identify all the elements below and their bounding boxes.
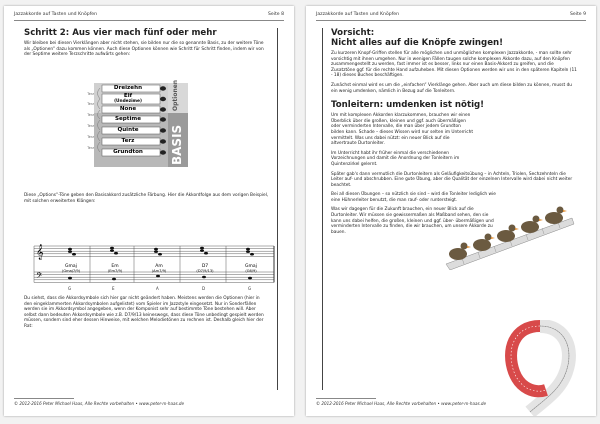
basis-label: BASIS: [170, 124, 184, 165]
body-paragraph: Du siehst, dass die Akkordsymbole sich hier gar nicht geändert haben. Meistens werden die Optionen (hier in den eingeklammerten Akkordsymbolen aufgelistet) vom Spieler im Jazzstyle eingesetzt. Nur in Sonderfällen werden sie im Akkordsymbol angegeben, wenn der Komponist sehr auf bestimmte Töne bestehen will. Aber selbst dann bedeuten Akkordsymbole wie z.B. D7/9/13 keineswegs, dass diese Töne unbedingt gespielt werden müssen, sondern sind eher dessen Hinweise, mit welchen Melodietönen zu rechnen ist. Deshalb gleich hier der Rat:: [24, 296, 264, 329]
chord-extension: (Em7/9): [107, 269, 123, 273]
chord-name: Gmaj: [245, 264, 257, 269]
chord-extension: (Gmaj7/9): [61, 269, 81, 273]
interval-label: Terz: [87, 135, 94, 139]
chord-name: Em: [111, 264, 119, 269]
rung-elf: Elf: [123, 92, 133, 99]
interval-label: Terz: [87, 124, 94, 128]
paragraph: Bei all diesen Übungen – so nützlich sie sind – wird die Tonleiter lediglich wie eine Hühnerleiter benutzt, die man rauf- oder runtersteigt.: [331, 192, 496, 203]
header-title: Jazzakkorde auf Tasten und Knöpfen: [316, 12, 400, 17]
chord-name: Gmaj: [65, 264, 77, 269]
interval-label: Terz: [87, 92, 94, 96]
bass-note: E: [112, 286, 115, 291]
chord-symbol: [236, 264, 266, 273]
page-number: Seite 8: [267, 12, 284, 17]
rung-grundton: Grundton: [113, 148, 143, 155]
chord-extension: (G6/9): [245, 269, 257, 273]
right-content: [322, 28, 578, 390]
measuring-tape-illustration: [502, 320, 578, 416]
bass-note: A: [156, 286, 159, 291]
bass-note-row: [30, 286, 278, 292]
section-title: Tonleitern: umdenken ist nötig!: [331, 100, 485, 111]
bass-note: G: [68, 286, 72, 291]
rung-terz: Terz: [121, 137, 135, 144]
footer-copyright: © 2012-2016 Peter Michael Haas, Alle Rechte vorbehalten • www.peter-m-haas.de: [316, 401, 487, 406]
paragraph: Um mit komplexen Akkorden klarzukommen, brauchen wir einen Überblick über die großen, kleinen und ggf. auch übermäßigen oder verminderten Intervalle, die man über jedem Grundton bilden kann. Schade – dieses Wissen wird nur selten im Unterricht vermittelt. Was uns dabei nützt: ein neuer Blick auf die altvertraute Durtonleiter.: [331, 113, 474, 147]
warning-title: Vorsicht:: [331, 28, 375, 38]
svg-text:𝄞: 𝄞: [36, 245, 44, 260]
chord-extension: (D7/9/13): [196, 269, 214, 273]
bass-note: D: [202, 286, 206, 291]
rung-quinte: Quinte: [117, 126, 139, 133]
chord-ladder-figure: [72, 79, 190, 167]
footer-rule: [316, 398, 376, 399]
rung-septime: Septime: [114, 115, 142, 122]
paragraph: Zunächst einmal wird es um die „einfachen“ Vierklänge gehen. Aber auch um diese bilden zu können, musst du ein wenig umdenken, nämlich in Bezug auf die Tonleitern.: [331, 82, 573, 94]
chord-extension: (Am7/9): [151, 269, 167, 273]
paragraph: Im Unterricht habt ihr früher einmal die verschiedenen Vorzeichnungen und damit die Anordnung der Tonleitern im Quintenzirkel gelernt.: [331, 150, 460, 167]
ducks-on-ladder-illustration: [442, 200, 576, 270]
chord-symbol: [56, 264, 86, 273]
rung-undezime: (Undezime): [114, 99, 142, 104]
footer-copyright: © 2012-2016 Peter Michael Haas, Alle Rechte vorbehalten • www.peter-m-haas.de: [14, 401, 185, 406]
rung-dreizehn: Dreizehn: [113, 84, 143, 91]
running-header: [316, 11, 586, 21]
interval-label: Terz: [87, 102, 94, 106]
header-title: Jazzakkorde auf Tasten und Knöpfen: [14, 12, 98, 17]
warning-subtitle: Nicht alles auf die Knöpfe zwingen!: [331, 38, 504, 48]
chord-symbol: [144, 264, 174, 273]
left-page: [4, 6, 294, 416]
bass-note: G: [248, 286, 252, 291]
rung-none: None: [119, 105, 137, 112]
intro-paragraph: Wir bleiben bei diesen Vierklängen aber nicht stehen, sie bilden nur die so genannte Basis, zu der weitere Töne als „Optionen“ dazu kommen können. Auch diese Optionen können wie Schritt für Schritt finden, indem wir von der Septime weitere Terzschritte aufwärts gehen:: [24, 41, 264, 58]
chord-symbol: [190, 264, 220, 273]
music-example: [30, 244, 278, 284]
right-page: [306, 6, 596, 416]
left-content: [24, 28, 278, 390]
paragraph: Später gab's dann vermutlich die Durtonleitern als Geläufigkeitsübung – in Achteln, Triolen, Sechzehnteln die Leiter auf- und abschrubben. Eine gute Übung, aber die Qualität der einzelnen Intervalle wird dabei nicht weiter beachtet.: [331, 171, 573, 188]
interval-label: Terz: [87, 113, 94, 117]
page-number: Seite 9: [569, 12, 586, 17]
section-title: Schritt 2: Aus vier mach fünf oder mehr: [24, 28, 217, 38]
options-label: Optionen: [172, 79, 179, 111]
chord-name: Am: [155, 264, 163, 269]
after-ladder-paragraph: Diese „Options“-Töne geben den Basisakkord zusätzliche Färbung. Hier die Akkordfolge aus dem vorigen Beispiel, mit solchen erweiterten Klängen:: [24, 193, 269, 204]
chord-symbol: [100, 264, 130, 273]
chord-name: D7: [201, 264, 209, 269]
paragraph: Zu kurzeren Knopf-Griffen stellen für alle möglichen und unmöglichen komplexen Jazzakkorde, - man sollte sehr vorsichtig mit ihnen umgehen. Nur in wenigen Fällen taugen solche komplexen Akkorde dazu, auf den Knöpfen zusammengestellt zu werden, fast immer ist es besser, links nur einen Basis-Akkord zu greifen, und die Zusatztöne ggf. für die rechte Hand aufzuheben. Mit diesen Optionen werden wir uns in den späteren Kapiteln (11 - 18) dieses Buches beschäftigen.: [331, 51, 577, 79]
interval-label: Terz: [87, 146, 94, 150]
running-header: [14, 11, 284, 21]
footer-rule: [14, 398, 74, 399]
paragraph: Was wir dagegen für die Zukunft brauchen, ein neuer Blick auf die Durtonleiter. Wir müssen sie gewissermaßen als Maßband sehen, den sie kann uns dabei helfen, die großen, kleinen und ggf. über- übermäßigen und verminderten Intervalle zu finden, die wir brauchen, um unsere Akkorde zu bauen.: [331, 207, 494, 235]
svg-text:𝄢: 𝄢: [36, 272, 43, 283]
